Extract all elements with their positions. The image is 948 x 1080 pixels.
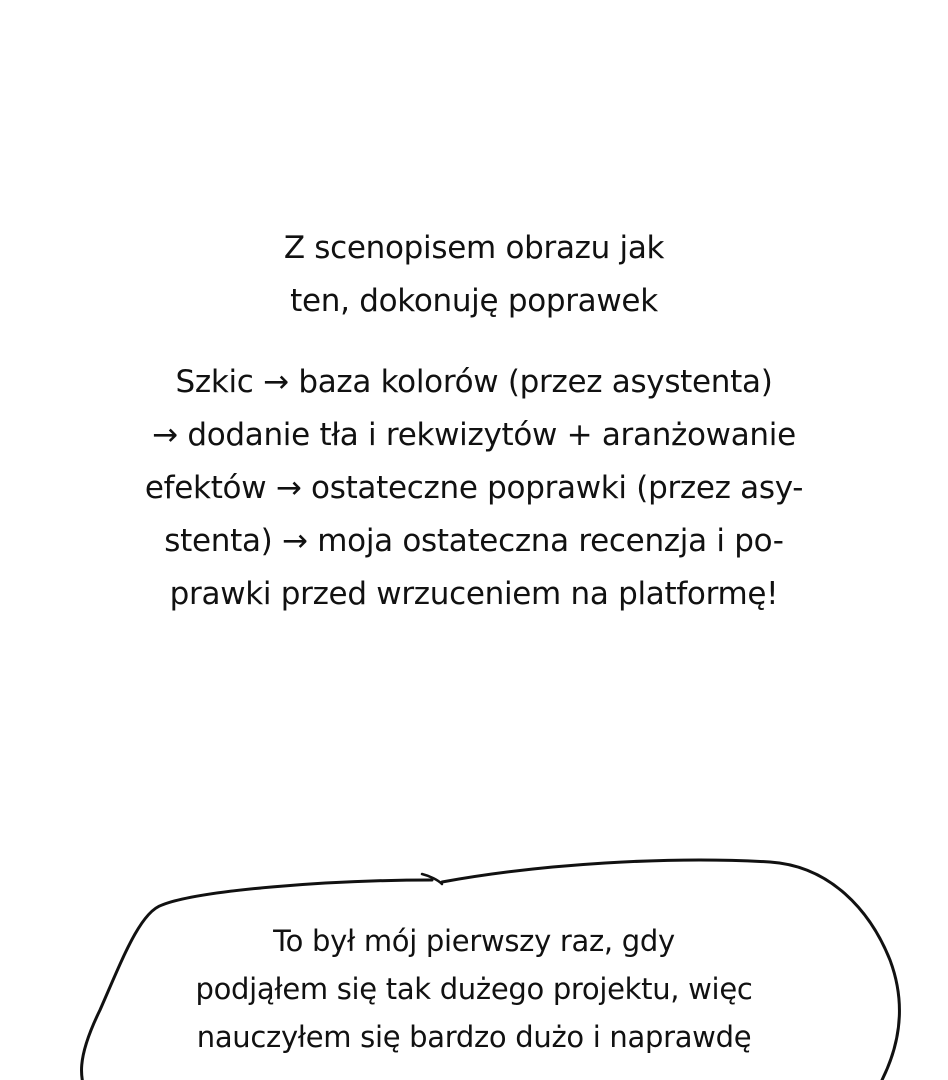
caption-line: stenta) → moja ostateczna recenzja i po-	[164, 523, 784, 559]
caption-line: efektów → ostateczne poprawki (przez asy-	[144, 470, 804, 506]
speech-bubble-text	[0, 917, 948, 1061]
caption-top	[0, 222, 948, 328]
caption-line: Z scenopisem obrazu jak	[283, 230, 665, 266]
bubble-line: To był mój pierwszy raz, gdy	[273, 924, 675, 958]
caption-process-steps	[0, 356, 948, 621]
caption-line: Szkic → baza kolorów (przez asystenta)	[175, 364, 773, 400]
caption-line: → dodanie tła i rekwizytów + aranżowanie	[152, 417, 796, 453]
bubble-line: nauczyłem się bardzo dużo i naprawdę	[196, 1020, 752, 1054]
caption-line: ten, dokonuję poprawek	[290, 283, 658, 319]
caption-line: prawki przed wrzuceniem na platformę!	[169, 576, 779, 612]
bubble-line: podjąłem się tak dużego projektu, więc	[195, 972, 753, 1006]
